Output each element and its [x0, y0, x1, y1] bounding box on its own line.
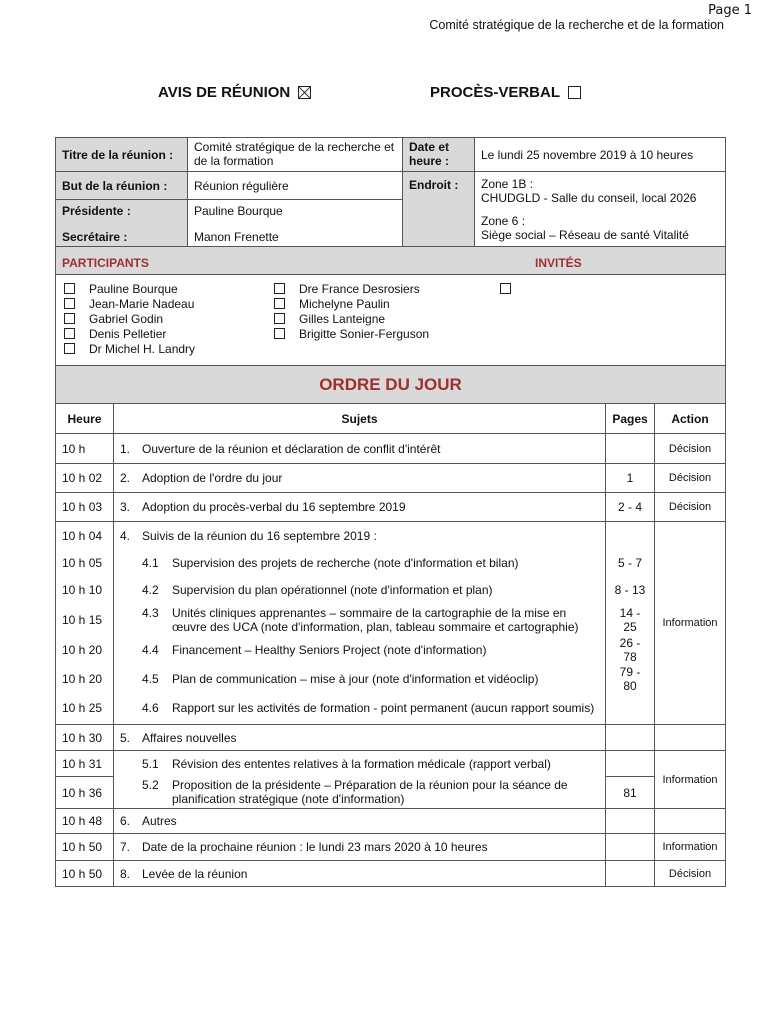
table-row	[56, 522, 726, 550]
item-number: 4.	[120, 528, 131, 543]
row-time: 10 h 02	[56, 464, 114, 493]
row-pages: 26 - 78	[606, 636, 655, 665]
participant-name: Pauline Bourque	[89, 282, 178, 296]
item-text: Unités cliniques apprenantes – sommaire de la cartographie de la mise en œuvre des UCA (note d'information, plan, tableau sommaire et cartographie)	[172, 605, 579, 634]
group4-action: Information	[655, 522, 726, 725]
item-text: Autres	[142, 814, 177, 828]
date-label: Date et heure :	[403, 138, 475, 172]
row-subject	[114, 777, 606, 809]
presidente-value: Pauline Bourque	[188, 200, 403, 223]
table-row	[56, 493, 726, 522]
participant-checkbox[interactable]	[274, 313, 285, 324]
participant-item	[64, 342, 195, 357]
secretaire-label: Secrétaire :	[56, 223, 188, 247]
participants-heading: PARTICIPANTS	[62, 256, 149, 270]
avis-de-reunion	[158, 84, 311, 101]
row-action	[655, 809, 726, 834]
row-pages: 1	[606, 464, 655, 493]
row-pages: 2 - 4	[606, 493, 655, 522]
participant-checkbox[interactable]	[64, 328, 75, 339]
row-subject	[114, 725, 606, 751]
participant-checkbox[interactable]	[274, 328, 285, 339]
table-row	[56, 636, 726, 665]
row-time: 10 h 50	[56, 861, 114, 887]
participant-item	[274, 327, 429, 342]
item-number: 4.5	[142, 671, 159, 686]
meeting-info-table	[55, 137, 726, 247]
item-number: 2.	[120, 471, 131, 485]
agenda-heading: ORDRE DU JOUR	[319, 375, 462, 394]
row-subject	[114, 636, 606, 665]
col-heure: Heure	[56, 404, 114, 434]
row-action	[655, 725, 726, 751]
row-pages	[606, 809, 655, 834]
row-pages: 5 - 7	[606, 550, 655, 577]
row-time: 10 h 50	[56, 834, 114, 861]
endroit-line: Zone 1B :	[481, 177, 534, 191]
invites-heading: INVITÉS	[535, 256, 582, 270]
participants-header	[55, 246, 726, 275]
invites-col	[500, 282, 525, 297]
item-text: Adoption du procès-verbal du 16 septembre 2019	[142, 500, 406, 514]
row-time: 10 h 36	[56, 777, 114, 809]
item-text: Suivis de la réunion du 16 septembre 2019 :	[142, 528, 377, 543]
row-subject	[114, 604, 606, 636]
row-subject	[114, 809, 606, 834]
row-subject	[114, 434, 606, 464]
item-text: Révision des ententes relatives à la formation médicale (rapport verbal)	[172, 756, 551, 771]
row-time: 10 h 05	[56, 550, 114, 577]
col-pages: Pages	[606, 404, 655, 434]
row-pages	[606, 725, 655, 751]
participant-checkbox[interactable]	[64, 343, 75, 354]
row-pages	[606, 434, 655, 464]
pv-label: PROCÈS-VERBAL	[430, 84, 560, 101]
table-row	[56, 550, 726, 577]
row-time: 10 h 48	[56, 809, 114, 834]
item-text: Financement – Healthy Seniors Project (note d'information)	[172, 643, 487, 657]
participant-name: Jean-Marie Nadeau	[89, 297, 195, 311]
table-row	[56, 751, 726, 777]
item-number: 4.2	[142, 583, 159, 597]
table-row	[56, 834, 726, 861]
item-text: Affaires nouvelles	[142, 730, 237, 745]
item-number: 4.3	[142, 605, 159, 620]
endroit-label: Endroit :	[403, 172, 475, 247]
col-action: Action	[655, 404, 726, 434]
table-row	[56, 604, 726, 636]
participant-item	[274, 312, 429, 327]
row-time: 10 h 04	[56, 522, 114, 550]
group5-action: Information	[655, 751, 726, 809]
row-subject	[114, 665, 606, 693]
row-subject	[114, 522, 606, 550]
participant-checkbox[interactable]	[274, 283, 285, 294]
but-label: But de la réunion :	[56, 172, 188, 200]
row-pages	[606, 522, 655, 550]
item-text: Plan de communication – mise à jour (note d'information et vidéoclip)	[172, 671, 539, 686]
item-text: Rapport sur les activités de formation - point permanent (aucun rapport soumis)	[172, 701, 595, 716]
row-action: Information	[655, 834, 726, 861]
invite-item	[500, 282, 525, 297]
row-time: 10 h 25	[56, 693, 114, 725]
row-pages	[606, 751, 655, 777]
titre-value: Comité stratégique de la recherche et de la formation	[188, 138, 403, 172]
row-time: 10 h	[56, 434, 114, 464]
endroit-line: Zone 6 :	[481, 214, 526, 228]
participant-checkbox[interactable]	[274, 298, 285, 309]
participant-name: Dre France Desrosiers	[299, 282, 420, 296]
item-number: 5.1	[142, 756, 159, 771]
participant-name: Brigitte Sonier-Ferguson	[299, 327, 430, 341]
col-sujets: Sujets	[114, 404, 606, 434]
endroit-line: Siège social – Réseau de santé Vitalité	[481, 228, 689, 242]
item-number: 7.	[120, 840, 131, 854]
participant-checkbox[interactable]	[64, 298, 75, 309]
row-pages: 8 - 13	[606, 577, 655, 604]
row-time: 10 h 30	[56, 725, 114, 751]
item-text: Levée de la réunion	[142, 866, 248, 881]
participant-item	[274, 297, 429, 312]
agenda-table	[55, 403, 726, 887]
row-pages: 81	[606, 777, 655, 809]
participant-name: Michelyne Paulin	[299, 297, 390, 311]
invite-checkbox[interactable]	[500, 283, 511, 294]
participant-name: Dr Michel H. Landry	[89, 342, 196, 356]
row-time: 10 h 20	[56, 665, 114, 693]
row-subject	[114, 550, 606, 577]
avis-label: AVIS DE RÉUNION	[158, 84, 291, 101]
participants-box	[55, 274, 726, 366]
item-number: 4.1	[142, 556, 159, 570]
row-action: Décision	[655, 434, 726, 464]
item-text: Supervision du plan opérationnel (note d'information et plan)	[172, 583, 493, 597]
secretaire-value: Manon Frenette	[188, 223, 403, 247]
presidente-label: Présidente :	[56, 200, 188, 223]
participant-checkbox[interactable]	[64, 313, 75, 324]
row-subject	[114, 577, 606, 604]
item-number: 4.4	[142, 643, 159, 657]
table-row	[56, 577, 726, 604]
table-row	[56, 434, 726, 464]
but-value: Réunion régulière	[188, 172, 403, 200]
participant-name: Gilles Lanteigne	[299, 312, 386, 326]
item-text: Ouverture de la réunion et déclaration de conflit d'intérêt	[142, 441, 441, 456]
row-time: 10 h 10	[56, 577, 114, 604]
item-number: 3.	[120, 500, 131, 514]
table-row	[56, 693, 726, 725]
avis-checkbox[interactable]	[298, 86, 311, 99]
table-row	[56, 777, 726, 809]
table-row	[56, 665, 726, 693]
table-row	[56, 725, 726, 751]
item-text: Supervision des projets de recherche (note d'information et bilan)	[172, 556, 519, 570]
item-text: Date de la prochaine réunion : le lundi 23 mars 2020 à 10 heures	[142, 840, 488, 854]
item-text: Proposition de la présidente – Préparation de la réunion pour la séance de planification stratégique (note d'information)	[172, 778, 568, 807]
row-subject	[114, 693, 606, 725]
row-time: 10 h 15	[56, 604, 114, 636]
row-time: 10 h 03	[56, 493, 114, 522]
item-number: 5.	[120, 730, 131, 745]
row-subject	[114, 464, 606, 493]
participant-name: Gabriel Godin	[89, 312, 164, 326]
table-row	[56, 861, 726, 887]
participant-item	[64, 312, 195, 327]
pv-checkbox[interactable]	[568, 86, 581, 99]
participant-name: Denis Pelletier	[89, 327, 167, 341]
row-time: 10 h 31	[56, 751, 114, 777]
item-number: 1.	[120, 441, 131, 456]
date-value: Le lundi 25 novembre 2019 à 10 heures	[475, 138, 726, 172]
item-number: 8.	[120, 866, 131, 881]
participant-item	[64, 282, 195, 297]
row-subject	[114, 834, 606, 861]
participant-checkbox[interactable]	[64, 283, 75, 294]
participants-col1	[64, 282, 195, 357]
row-time: 10 h 20	[56, 636, 114, 665]
proces-verbal	[430, 84, 581, 101]
row-action: Décision	[655, 464, 726, 493]
item-number: 5.2	[142, 778, 159, 793]
item-number: 4.6	[142, 701, 159, 716]
agenda-header	[55, 365, 726, 404]
table-row	[56, 464, 726, 493]
row-subject	[114, 861, 606, 887]
endroit-line: CHUDGLD - Salle du conseil, local 2026	[481, 191, 697, 205]
table-row	[56, 809, 726, 834]
row-subject	[114, 751, 606, 777]
page-number: Page 1	[708, 3, 752, 18]
row-pages	[606, 693, 655, 725]
row-action: Décision	[655, 861, 726, 887]
row-pages	[606, 834, 655, 861]
row-pages: 79 - 80	[606, 665, 655, 693]
row-action: Décision	[655, 493, 726, 522]
row-subject	[114, 493, 606, 522]
participant-item	[274, 282, 429, 297]
participant-item	[64, 327, 195, 342]
endroit-value	[475, 172, 726, 247]
item-number: 6.	[120, 814, 131, 828]
row-pages	[606, 861, 655, 887]
item-text: Adoption de l'ordre du jour	[142, 471, 283, 485]
participant-item	[64, 297, 195, 312]
participants-col2	[274, 282, 429, 342]
header-subtitle: Comité stratégique de la recherche et de la formation	[429, 18, 724, 32]
titre-label: Titre de la réunion :	[56, 138, 188, 172]
row-pages: 14 - 25	[606, 604, 655, 636]
